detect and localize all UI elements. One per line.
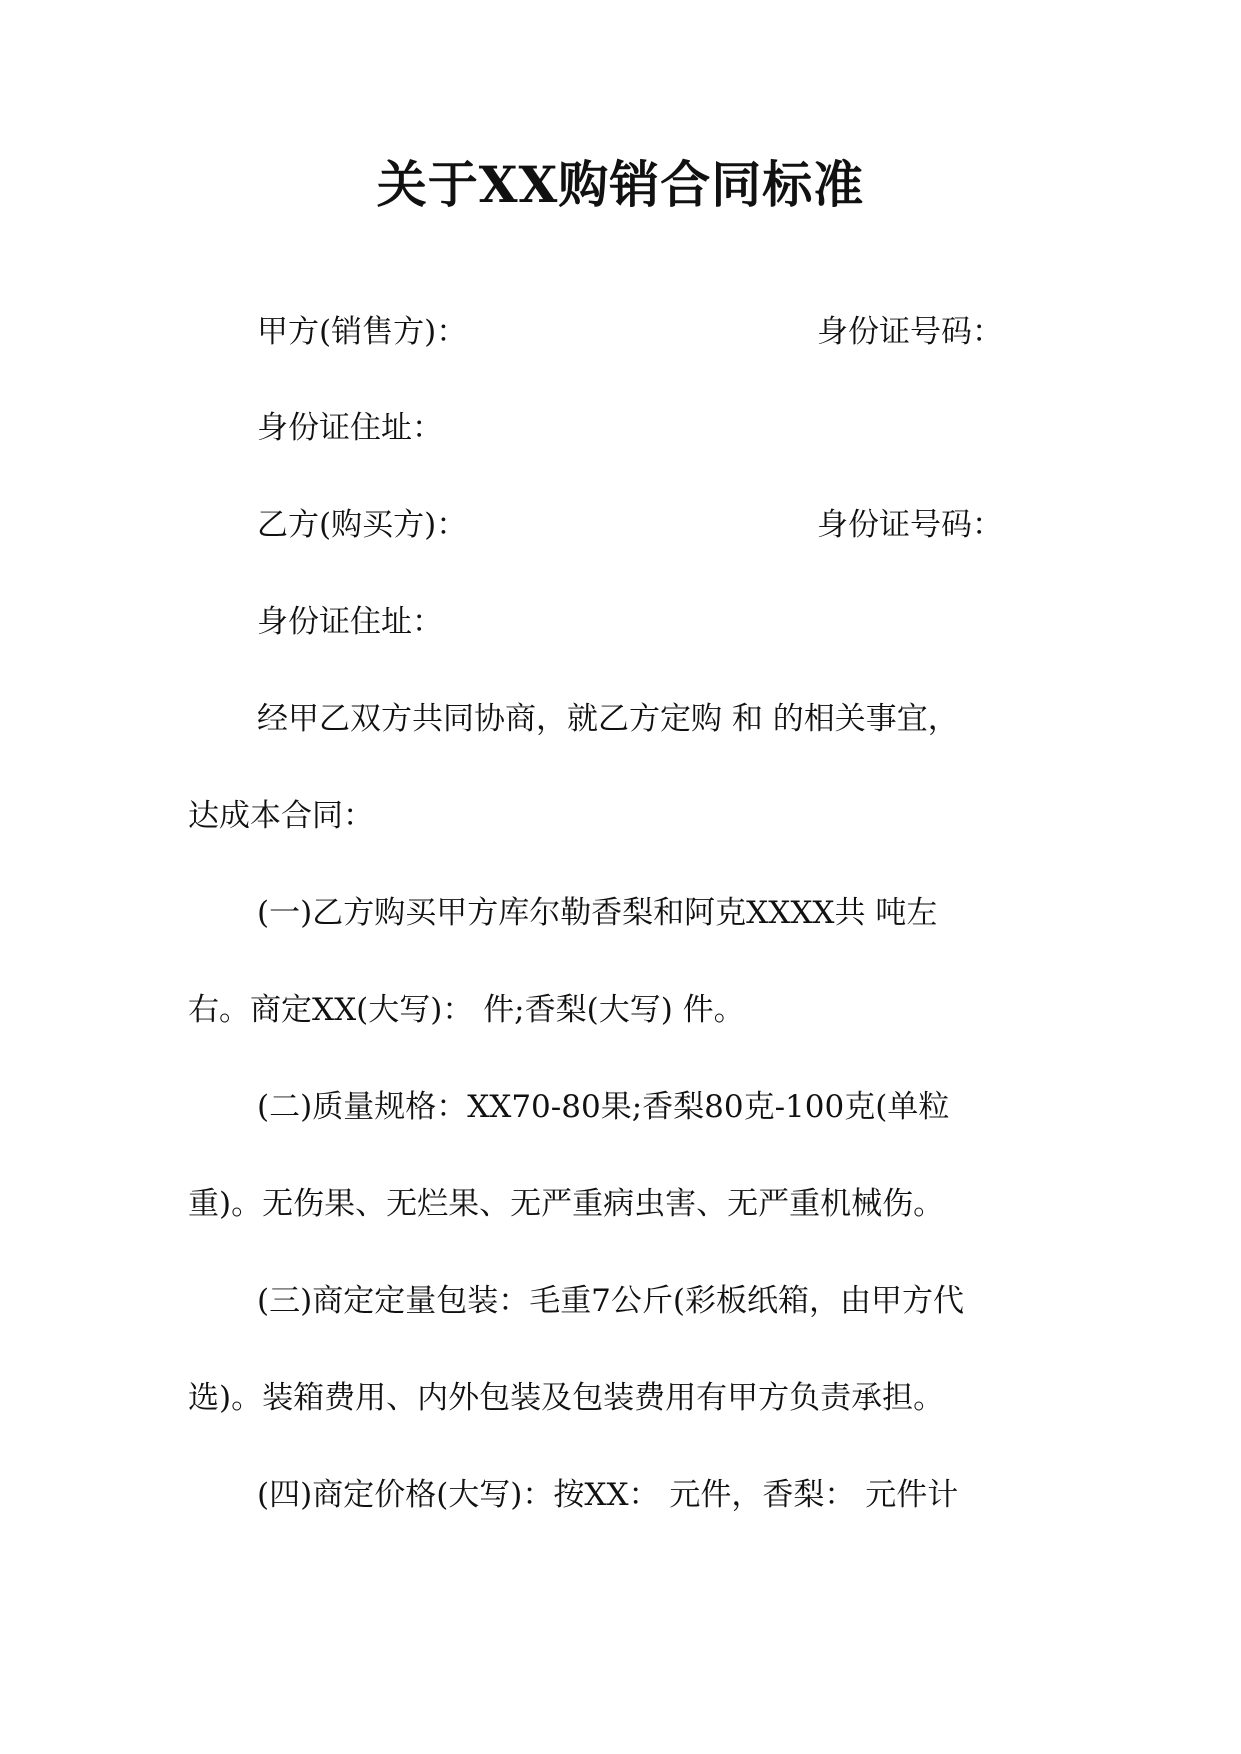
clause-1-line-1: (一)乙方购买甲方库尔勒香梨和阿克XXXX共 吨左 xyxy=(257,895,938,931)
clause-3-line-2: 选)。装箱费用、内外包装及包装费用有甲方负责承担。 xyxy=(188,1380,945,1416)
party-b-id-label: 身份证号码： xyxy=(817,507,1003,543)
clause-3-line-1: (三)商定定量包装：毛重7公斤(彩板纸箱，由甲方代 xyxy=(257,1283,965,1319)
party-a-id-label: 身份证号码： xyxy=(817,314,1003,350)
party-a-line xyxy=(257,310,1003,354)
document-title: 关于XX购销合同标准 xyxy=(376,155,865,214)
party-a-address-label: 身份证住址： xyxy=(257,410,443,446)
party-b-line xyxy=(257,503,1003,547)
party-b-label: 乙方(购买方)： xyxy=(257,507,468,543)
party-a-label: 甲方(销售方)： xyxy=(257,314,468,350)
clause-2-line-2: 重)。无伤果、无烂果、无严重病虫害、无严重机械伤。 xyxy=(188,1186,945,1222)
party-b-address-label: 身份证住址： xyxy=(257,604,443,640)
intro-line-2: 达成本合同： xyxy=(188,798,374,834)
intro-line-1: 经甲乙双方共同协商，就乙方定购 和 的相关事宜， xyxy=(257,701,959,737)
clause-4-line-1: (四)商定价格(大写)：按XX： 元件，香梨： 元件计 xyxy=(257,1477,959,1513)
clause-1-line-2: 右。商定XX(大写)： 件;香梨(大写) 件。 xyxy=(188,992,745,1028)
clause-2-line-1: (二)质量规格：XX70-80果;香梨80克-100克(单粒 xyxy=(257,1089,950,1125)
